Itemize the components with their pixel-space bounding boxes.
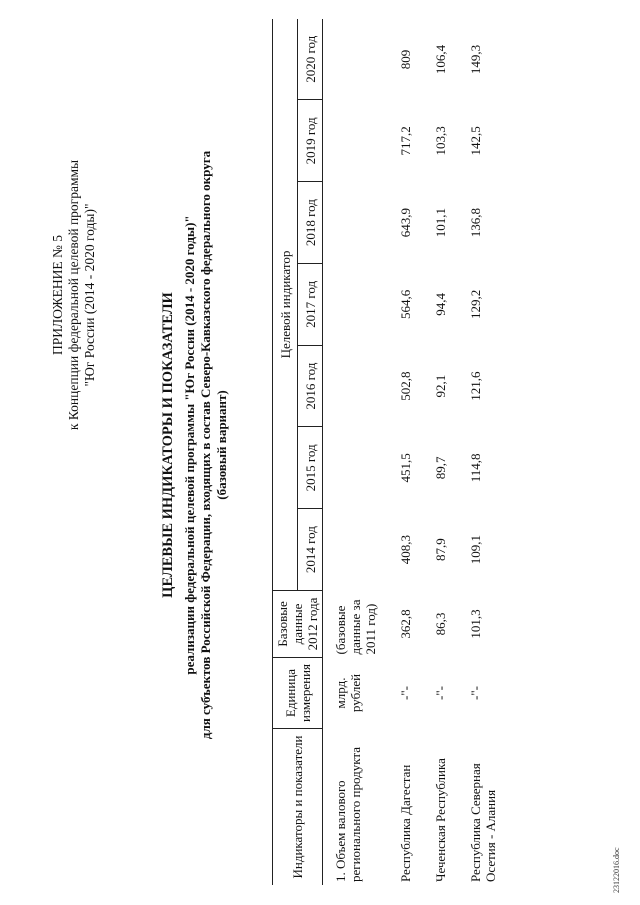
- header-target: Целевой индикатор: [273, 19, 298, 591]
- row-label: Республика Северная Осетия - Алания: [468, 763, 498, 882]
- title-subtitle-3: (базовый вариант): [214, 390, 229, 500]
- row-value-2017: 564,6: [398, 289, 413, 319]
- table-row: [417, 19, 452, 885]
- table-row: [382, 19, 417, 885]
- header-year-2014: 2014 год: [298, 509, 323, 591]
- appendix-number: ПРИЛОЖЕНИЕ № 5: [50, 234, 65, 356]
- title-main: ЦЕЛЕВЫЕ ИНДИКАТОРЫ И ПОКАЗАТЕЛИ: [160, 292, 176, 598]
- header-year-2018: 2018 год: [298, 182, 323, 264]
- header-base: Базовые данные 2012 года: [273, 591, 323, 658]
- row-value-2017: 129,2: [468, 289, 483, 319]
- document-title: [158, 145, 230, 745]
- header-unit: Единица измерения: [273, 658, 323, 729]
- row-value-2014: 408,3: [398, 535, 413, 565]
- row-value-2019: 103,3: [433, 126, 448, 156]
- row-label: Республика Дагестан: [398, 764, 413, 882]
- row-value-2020: 106,4: [433, 44, 448, 75]
- section-row: [323, 19, 383, 885]
- header-indicators: Индикаторы и показатели: [273, 729, 323, 886]
- table-row: [452, 19, 502, 885]
- row-value-2014: 109,1: [468, 535, 483, 565]
- row-value-2016: 121,6: [468, 371, 483, 401]
- header-year-2017: 2017 год: [298, 264, 323, 346]
- row-value-2018: 101,1: [433, 208, 448, 238]
- row-value-2016: 502,8: [398, 371, 413, 401]
- row-value-2015: 114,8: [468, 453, 483, 483]
- header-year-2016: 2016 год: [298, 345, 323, 427]
- section-base-note: (базовые данные за 2011 год): [333, 599, 378, 655]
- title-subtitle-1: реализации федеральной целевой программы "Юг России (2014 - 2020 годы)": [182, 215, 197, 675]
- row-label: Чеченская Республика: [433, 758, 448, 882]
- row-unit: -"-: [398, 686, 413, 700]
- row-value-2020: 809: [398, 49, 413, 70]
- appendix-program: "Юг России (2014 - 2020 годы)": [82, 203, 97, 387]
- section-unit: млрд. рублей: [333, 673, 363, 713]
- row-value-2014: 87,9: [433, 538, 448, 561]
- row-value-2016: 92,1: [433, 374, 448, 398]
- row-value-2017: 94,4: [433, 293, 448, 316]
- section-label: 1. Объем валового регионального продукта: [333, 747, 363, 882]
- title-subtitle-2: для субъектов Российской Федерации, входящих в состав Северо-Кавказского федерального округа: [198, 150, 213, 740]
- row-base-value: 101,3: [468, 609, 483, 639]
- document-code: 23122016.doc: [612, 847, 621, 893]
- row-value-2018: 643,9: [398, 208, 413, 238]
- indicators-table: [272, 19, 502, 885]
- row-value-2015: 89,7: [433, 456, 448, 480]
- row-value-2019: 142,5: [468, 126, 483, 156]
- row-unit: -"-: [433, 686, 448, 700]
- header-year-2015: 2015 год: [298, 427, 323, 509]
- row-value-2020: 149,3: [468, 44, 483, 75]
- appendix-header: [50, 45, 98, 545]
- row-unit: -"-: [468, 686, 483, 700]
- appendix-concept: к Концепции федеральной целевой программы: [66, 159, 81, 431]
- header-year-2020: 2020 год: [298, 19, 323, 100]
- row-base-value: 362,8: [398, 609, 413, 639]
- header-year-2019: 2019 год: [298, 100, 323, 182]
- row-base-value: 86,3: [433, 612, 448, 636]
- row-value-2015: 451,5: [398, 453, 413, 483]
- row-value-2018: 136,8: [468, 208, 483, 238]
- row-value-2019: 717,2: [398, 126, 413, 156]
